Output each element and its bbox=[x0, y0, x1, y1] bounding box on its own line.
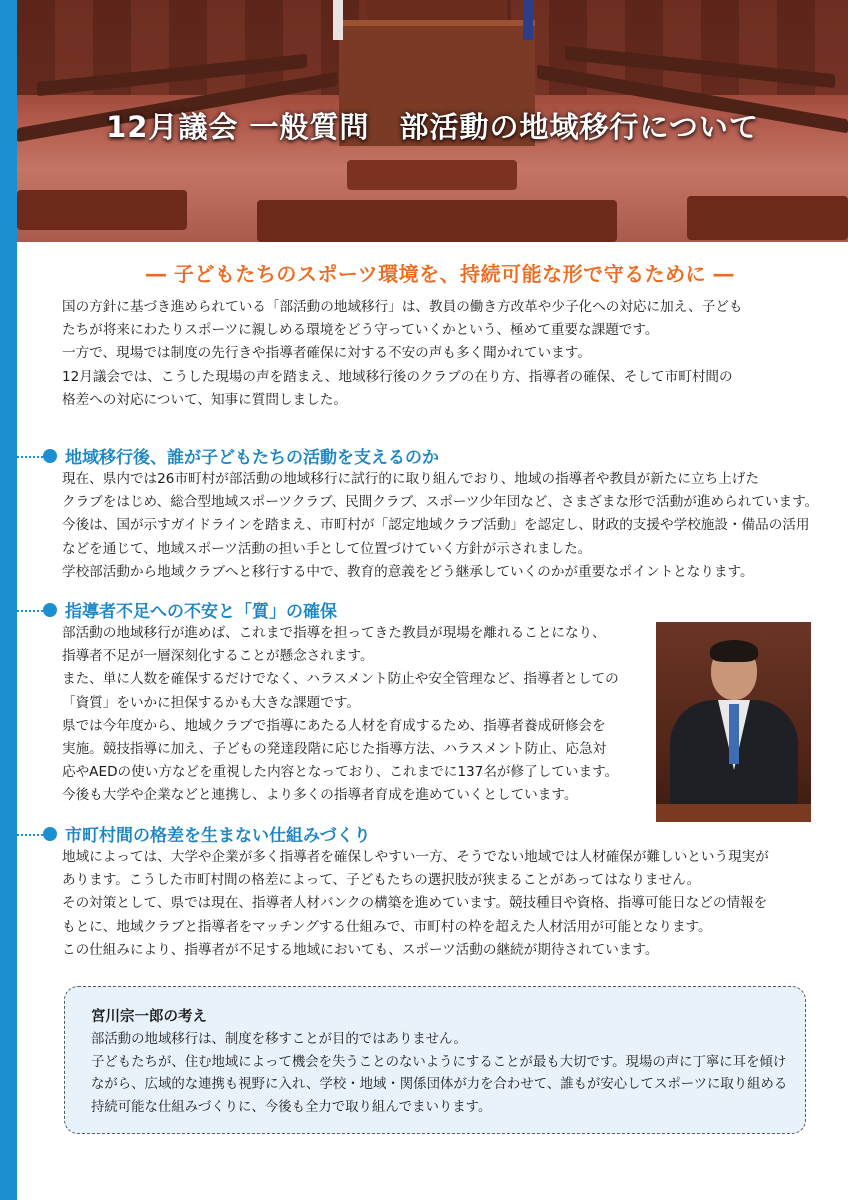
section-line: もとに、地域クラブと指導者をマッチングする仕組みで、市町村の枠を超えた人材活用が可能となります。 bbox=[62, 918, 712, 935]
bullet-dot bbox=[43, 827, 57, 841]
subtitle: ― 子どもたちのスポーツ環境を、持続可能な形で守るために ― bbox=[145, 262, 735, 286]
opinion-title: 宮川宗一郎の考え bbox=[91, 1009, 207, 1025]
speaker-photo bbox=[656, 622, 811, 822]
intro-text bbox=[62, 296, 812, 412]
section-3-text bbox=[62, 846, 812, 962]
bullet-dot bbox=[43, 603, 57, 617]
hero-desk bbox=[347, 160, 517, 190]
section-2-text bbox=[62, 622, 642, 808]
section-line: 応やAEDの使い方などを重視した内容となっており、これまでに137名が修了しています。 bbox=[62, 764, 619, 781]
hero-flag-left bbox=[333, 0, 343, 40]
page-title: 12月議会 一般質問 部活動の地域移行について bbox=[106, 110, 759, 144]
section-line: 県では今年度から、地域クラブで指導にあたる人材を育成するため、指導者養成研修会を bbox=[62, 717, 606, 734]
dotted-line bbox=[17, 610, 43, 612]
opinion-text bbox=[91, 1029, 791, 1119]
hero-desk bbox=[17, 190, 187, 230]
section-line: 今後も大学や企業などと連携し、より多くの指導者育成を進めていくとしています。 bbox=[62, 787, 578, 804]
opinion-box bbox=[64, 986, 806, 1134]
opinion-line: 部活動の地域移行は、制度を移すことが目的ではありません。 bbox=[91, 1032, 467, 1047]
section-line: 「資質」をいかに担保するかも大きな課題です。 bbox=[62, 694, 360, 711]
section-line: 地域によっては、大学や企業が多く指導者を確保しやすい一方、そうでない地域では人材確保が難しいという現実が bbox=[62, 849, 769, 865]
section-line: 学校部活動から地域クラブへと移行する中で、教育的意義をどう継承していくのかが重要なポイントとなります。 bbox=[62, 563, 754, 580]
section-line: 現在、県内では26市町村が部活動の地域移行に試行的に取り組んでおり、地域の指導者や教員が新たに立ち上げた bbox=[62, 471, 759, 487]
dotted-line bbox=[17, 834, 43, 836]
hero-desk bbox=[687, 196, 848, 240]
speaker-hair bbox=[710, 640, 758, 662]
section-line: また、単に人数を確保するだけでなく、ハラスメント防止や安全管理など、指導者としての bbox=[62, 671, 619, 688]
hero-desk bbox=[257, 200, 617, 242]
section-1-text bbox=[62, 468, 819, 584]
section-line: 指導者不足が一層深刻化することが懸念されます。 bbox=[62, 648, 374, 665]
opinion-line: ながら、広域的な連携も視野に入れ、学校・地域・関係団体が力を合わせて、誰もが安心してスポーツに取り組める bbox=[91, 1077, 788, 1093]
section-title: 市町村間の格差を生まない仕組みづくり bbox=[65, 826, 371, 846]
speaker-lectern bbox=[656, 804, 811, 822]
section-line: その対策として、県では現在、指導者人材バンクの構築を進めています。競技種目や資格、指導可能日などの情報を bbox=[62, 895, 768, 912]
speaker-tie bbox=[729, 704, 739, 764]
intro-line: 国の方針に基づき進められている「部活動の地域移行」は、教員の働き方改革や少子化への対応に加え、子ども bbox=[62, 299, 743, 315]
bullet-dot bbox=[43, 449, 57, 463]
section-line: などを通じて、地域スポーツ活動の担い手として位置づけていく方針が示されました。 bbox=[62, 540, 592, 557]
section-title: 指導者不足への不安と「質」の確保 bbox=[65, 602, 337, 622]
section-line: 部活動の地域移行が進めば、これまで指導を担ってきた教員が現場を離れることになり、 bbox=[62, 625, 606, 641]
intro-line: 12月議会では、こうした現場の声を踏まえ、地域移行後のクラブの在り方、指導者の確保、そして市町村間の bbox=[62, 368, 733, 385]
section-line: クラブをはじめ、総合型地域スポーツクラブ、民間クラブ、スポーツ少年団など、さまざまな形で活動が進められています。 bbox=[62, 494, 819, 511]
dotted-line bbox=[17, 456, 43, 458]
left-accent-bar bbox=[0, 0, 17, 1200]
hero-image bbox=[17, 0, 848, 242]
intro-line: 格差への対応について、知事に質問しました。 bbox=[62, 391, 347, 408]
hero-flag-right bbox=[523, 0, 533, 40]
section-title: 地域移行後、誰が子どもたちの活動を支えるのか bbox=[65, 448, 439, 468]
section-line: この仕組みにより、指導者が不足する地域においても、スポーツ活動の継続が期待されています。 bbox=[62, 941, 659, 958]
intro-line: 一方で、現場では制度の先行きや指導者確保に対する不安の声も多く聞かれています。 bbox=[62, 345, 591, 362]
section-line: あります。こうした市町村間の格差によって、子どもたちの選択肢が狭まることがあってはなりません。 bbox=[62, 872, 701, 889]
section-line: 実施。競技指導に加え、子どもの発達段階に応じた指導方法、ハラスメント防止、応急対 bbox=[62, 741, 607, 758]
opinion-line: 持続可能な仕組みづくりに、今後も全力で取り組んでまいります。 bbox=[91, 1099, 492, 1115]
intro-line: たちが将来にわたりスポーツに親しめる環境をどう守っていくかという、極めて重要な課題です。 bbox=[62, 322, 659, 339]
section-line: 今後は、国が示すガイドラインを踏まえ、市町村が「認定地域クラブ活動」を認定し、財政的支援や学校施設・備品の活用 bbox=[62, 517, 810, 534]
opinion-line: 子どもたちが、住む地域によって機会を失うことのないようにすることが最も大切です。現場の声に丁寧に耳を傾け bbox=[91, 1054, 787, 1070]
